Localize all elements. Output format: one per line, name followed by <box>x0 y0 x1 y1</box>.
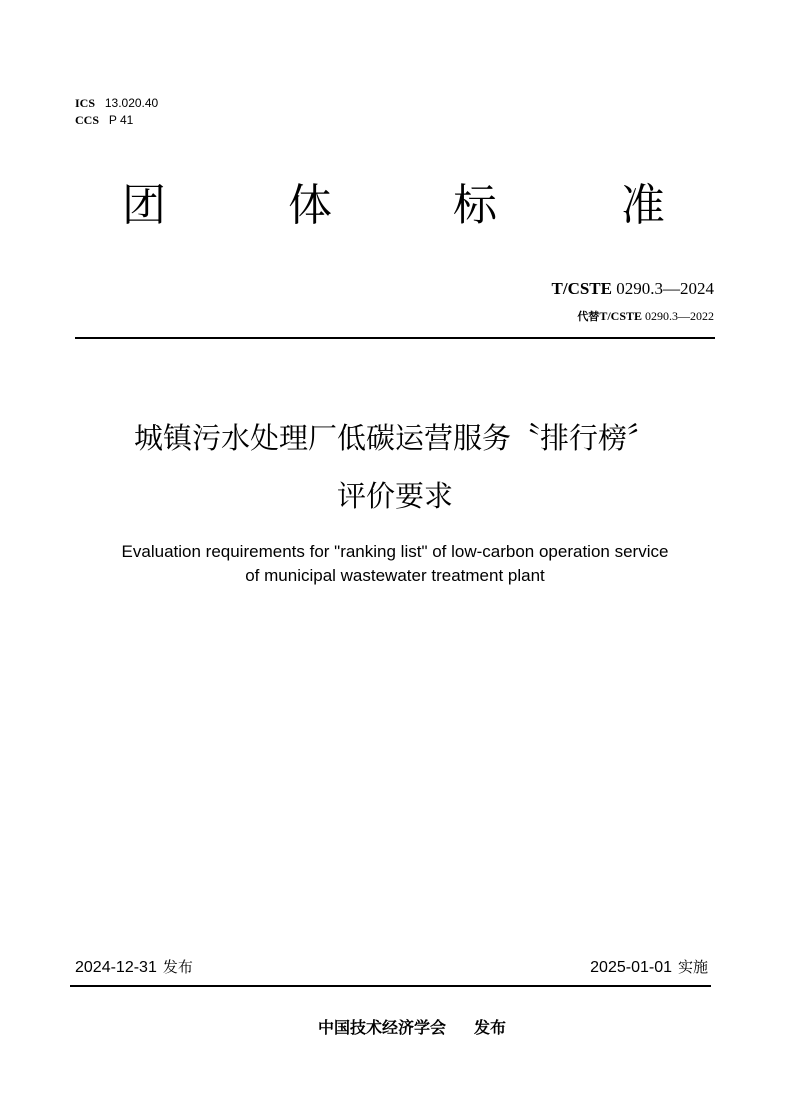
publish-label: 发布 <box>162 958 193 976</box>
title-zh-line2: 评价要求 <box>336 479 453 513</box>
implement-label: 实施 <box>677 958 708 976</box>
standard-type-heading <box>0 178 790 234</box>
standard-number <box>552 279 714 299</box>
standard-type-char: 体 <box>288 180 332 231</box>
ics-value: 13.020.40 <box>104 96 159 110</box>
ics-label: ICS <box>75 96 96 110</box>
standard-type-char: 团 <box>122 180 166 231</box>
title-en-line1: Evaluation requirements for "ranking list" of low-carbon operation service <box>121 542 669 561</box>
ics-line <box>75 96 158 110</box>
publisher-line <box>318 1015 506 1038</box>
ccs-value: P 41 <box>108 113 134 127</box>
publisher-action: 发布 <box>474 1018 507 1037</box>
header-divider <box>75 337 715 339</box>
implement-date-block <box>590 956 708 977</box>
title-zh-line1: 城镇污水处理厂低碳运营服务〝排行榜〞 <box>133 421 656 455</box>
standard-number-prefix: T/CSTE <box>551 279 612 298</box>
publish-date-block <box>75 956 193 977</box>
replaces-label: 代替 <box>577 310 600 323</box>
replaces-standard <box>577 308 714 324</box>
publish-date: 2024-12-31 <box>75 959 157 976</box>
ccs-line <box>75 113 133 127</box>
footer-divider <box>70 985 711 987</box>
standard-number-value: 0290.3—2024 <box>612 279 714 298</box>
implement-date: 2025-01-01 <box>590 959 672 976</box>
ccs-label: CCS <box>75 113 100 127</box>
title-en-line2: of municipal wastewater treatment plant <box>245 566 545 585</box>
standard-type-char: 准 <box>621 180 665 231</box>
standard-type-char: 标 <box>453 180 497 231</box>
replaces-prefix: T/CSTE <box>599 309 642 323</box>
replaces-number: 0290.3—2022 <box>642 309 714 323</box>
publisher-name: 中国技术经济学会 <box>318 1018 447 1037</box>
